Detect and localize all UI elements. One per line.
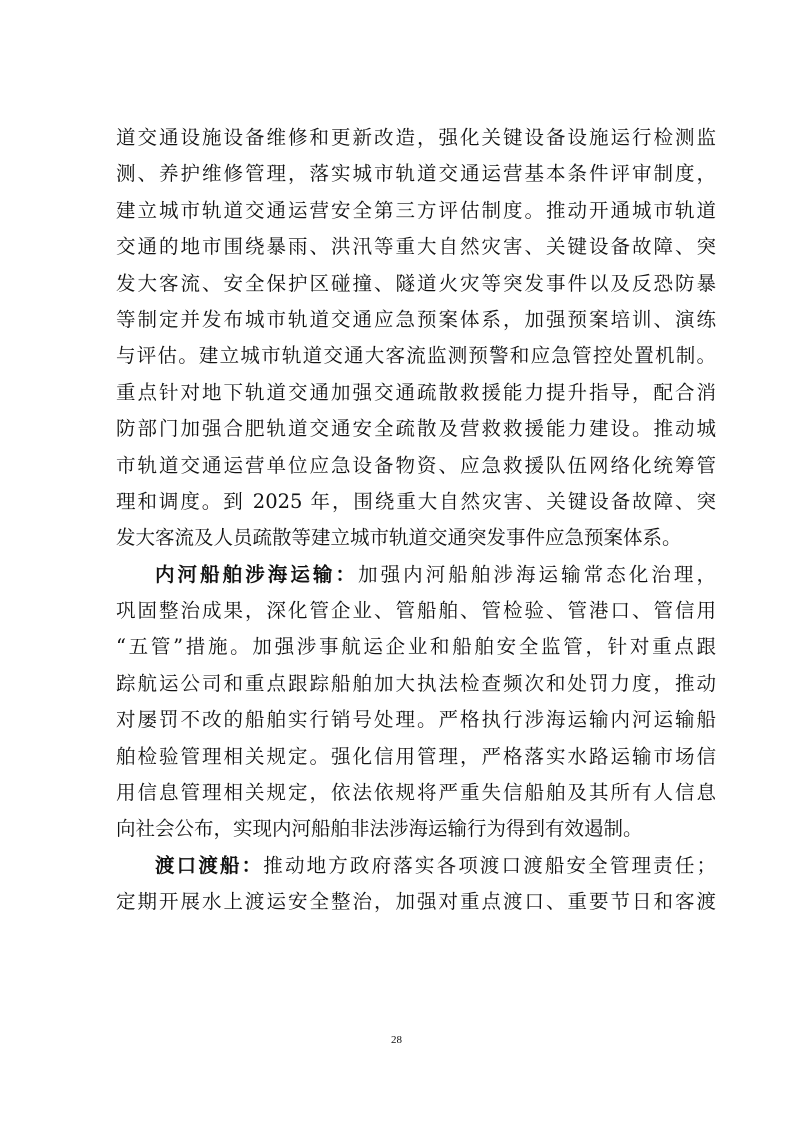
text-line: 对屡罚不改的船舶实行销号处理。严格执行涉海运输内河运输船 bbox=[116, 708, 716, 732]
paragraph-lead-text: 推动地方政府落实各项渡口渡船安全管理责任； bbox=[263, 853, 716, 877]
text-line: 防部门加强合肥轨道交通安全疏散及营救救援能力建设。推动城 bbox=[116, 417, 716, 441]
text-line: 发大客流及人员疏散等建立城市轨道交通突发事件应急预案体系。 bbox=[116, 526, 682, 550]
text-line: 重点针对地下轨道交通加强交通疏散救援能力提升指导，配合消 bbox=[116, 380, 716, 404]
text-line: 等制定并发布城市轨道交通应急预案体系，加强预案培训、演练 bbox=[116, 307, 716, 331]
text-line: 定期开展水上渡运安全整治，加强对重点渡口、重要节日和客渡 bbox=[116, 890, 716, 914]
text-line: 理和调度。到 2025 年，围绕重大自然灾害、关键设备故障、突 bbox=[116, 489, 716, 513]
text-line: 市轨道交通运营单位应急设备物资、应急救援队伍网络化统筹管 bbox=[116, 453, 716, 477]
text-line: 与评估。建立城市轨道交通大客流监测预警和应急管控处置机制。 bbox=[116, 344, 716, 368]
text-line: 踪航运公司和重点跟踪船舶加大执法检查频次和处罚力度，推动 bbox=[116, 671, 716, 695]
section-heading-ferry: 渡口渡船： bbox=[155, 853, 264, 877]
text-line: 测、养护维修管理，落实城市轨道交通运营基本条件评审制度， bbox=[116, 162, 716, 186]
section-heading-inland-shipping: 内河船舶涉海运输： bbox=[155, 562, 359, 586]
text-line: 发大客流、安全保护区碰撞、隧道火灾等突发事件以及反恐防暴 bbox=[116, 271, 716, 295]
paragraph-first-line bbox=[116, 848, 716, 884]
text-line: “五管”措施。加强涉事航运企业和船舶安全监管，针对重点跟 bbox=[116, 635, 716, 659]
page-number: 28 bbox=[391, 1034, 402, 1046]
text-line: 建立城市轨道交通运营安全第三方评估制度。推动开通城市轨道 bbox=[116, 198, 716, 222]
paragraph-lead-text: 加强内河船舶涉海运输常态化治理， bbox=[358, 562, 716, 586]
text-line: 巩固整治成果，深化管企业、管船舶、管检验、管港口、管信用 bbox=[116, 599, 716, 623]
text-line: 用信息管理相关规定，依法依规将严重失信船舶及其所有人信息 bbox=[116, 781, 716, 805]
body-text bbox=[116, 120, 716, 921]
text-line: 向社会公布，实现内河船舶非法涉海运输行为得到有效遏制。 bbox=[116, 817, 643, 841]
text-line: 舶检验管理相关规定。强化信用管理，严格落实水路运输市场信 bbox=[116, 744, 716, 768]
text-line: 交通的地市围绕暴雨、洪汛等重大自然灾害、关键设备故障、突 bbox=[116, 235, 716, 259]
text-line: 道交通设施设备维修和更新改造，强化关键设备设施运行检测监 bbox=[116, 126, 716, 149]
paragraph-first-line bbox=[116, 557, 716, 593]
